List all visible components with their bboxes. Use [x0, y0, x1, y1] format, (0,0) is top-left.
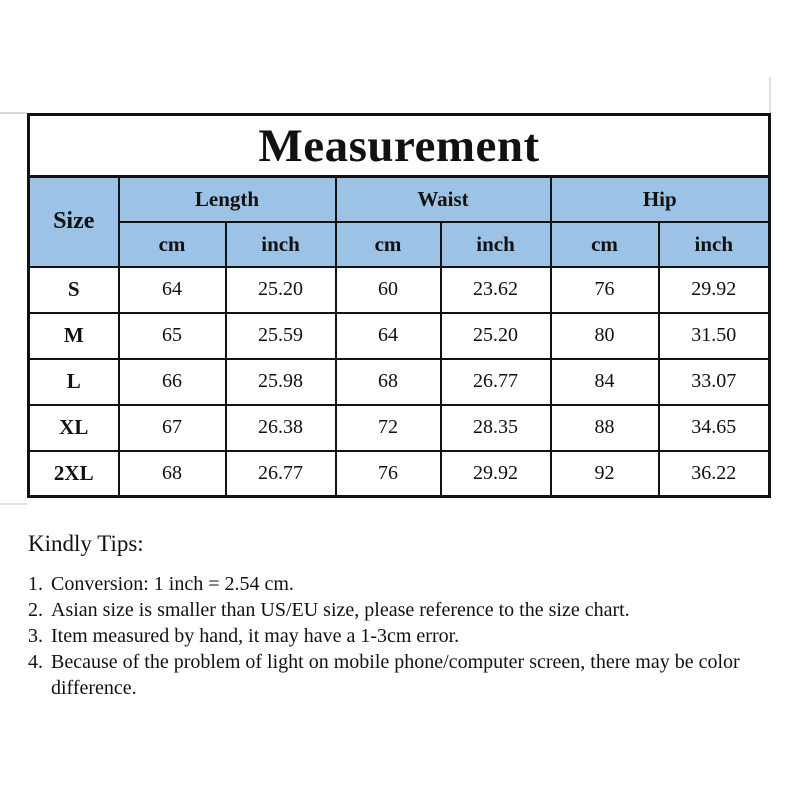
- table-row-l: [29, 359, 770, 405]
- kindly-tips-section: [28, 531, 752, 701]
- length-cm-value: 68: [119, 451, 226, 497]
- length-cm-value: 65: [119, 313, 226, 359]
- measurement-table: [27, 113, 768, 498]
- waist-cm-value: 68: [336, 359, 441, 405]
- header-waist-cm: cm: [336, 222, 441, 267]
- tip-text: Conversion: 1 inch = 2.54 cm.: [51, 573, 294, 595]
- waist-cm-value: 60: [336, 267, 441, 313]
- size-value: L: [29, 359, 119, 405]
- waist-inch-value: 25.20: [441, 313, 551, 359]
- header-length-cm: cm: [119, 222, 226, 267]
- waist-cm-value: 64: [336, 313, 441, 359]
- hip-cm-value: 80: [551, 313, 659, 359]
- hip-inch-value: 31.50: [659, 313, 770, 359]
- header-length: Length: [119, 177, 336, 222]
- length-cm-value: 64: [119, 267, 226, 313]
- waist-inch-value: 23.62: [441, 267, 551, 313]
- waist-inch-value: 26.77: [441, 359, 551, 405]
- table-row-xl: [29, 405, 770, 451]
- header-unit-row: [29, 222, 770, 267]
- tip-item-2: [28, 597, 752, 623]
- waist-inch-value: 28.35: [441, 405, 551, 451]
- length-inch-value: 25.98: [226, 359, 336, 405]
- tip-number: 1.: [28, 573, 43, 595]
- header-hip-cm: cm: [551, 222, 659, 267]
- header-waist: Waist: [336, 177, 551, 222]
- tip-text: Asian size is smaller than US/EU size, please reference to the size chart.: [51, 599, 630, 621]
- size-value: XL: [29, 405, 119, 451]
- table-row-m: [29, 313, 770, 359]
- header-length-inch: inch: [226, 222, 336, 267]
- tip-text: Item measured by hand, it may have a 1-3cm error.: [51, 625, 460, 647]
- length-inch-value: 25.59: [226, 313, 336, 359]
- scan-artifact-line: [769, 77, 771, 113]
- table-title-row: [29, 115, 770, 177]
- hip-cm-value: 84: [551, 359, 659, 405]
- hip-cm-value: 88: [551, 405, 659, 451]
- length-cm-value: 67: [119, 405, 226, 451]
- size-value: 2XL: [29, 451, 119, 497]
- tip-number: 4.: [28, 651, 43, 673]
- length-inch-value: 25.20: [226, 267, 336, 313]
- waist-inch-value: 29.92: [441, 451, 551, 497]
- hip-inch-value: 36.22: [659, 451, 770, 497]
- header-group-row: [29, 177, 770, 222]
- tip-item-1: [28, 571, 752, 597]
- hip-cm-value: 76: [551, 267, 659, 313]
- tips-heading: Kindly Tips:: [28, 531, 144, 556]
- length-inch-value: 26.77: [226, 451, 336, 497]
- header-waist-inch: inch: [441, 222, 551, 267]
- tip-item-4: [28, 649, 752, 701]
- size-value: S: [29, 267, 119, 313]
- tip-number: 2.: [28, 599, 43, 621]
- table-title: Measurement: [29, 115, 770, 177]
- scan-artifact-line: [0, 503, 27, 505]
- table-row-2xl: [29, 451, 770, 497]
- waist-cm-value: 76: [336, 451, 441, 497]
- size-value: M: [29, 313, 119, 359]
- hip-cm-value: 92: [551, 451, 659, 497]
- tip-item-3: [28, 623, 752, 649]
- header-size: Size: [29, 177, 119, 267]
- header-hip: Hip: [551, 177, 770, 222]
- hip-inch-value: 33.07: [659, 359, 770, 405]
- tip-text: Because of the problem of light on mobile phone/computer screen, there may be color difference.: [51, 651, 740, 699]
- waist-cm-value: 72: [336, 405, 441, 451]
- length-inch-value: 26.38: [226, 405, 336, 451]
- hip-inch-value: 34.65: [659, 405, 770, 451]
- scan-artifact-line: [0, 112, 27, 114]
- header-hip-inch: inch: [659, 222, 770, 267]
- hip-inch-value: 29.92: [659, 267, 770, 313]
- tip-number: 3.: [28, 625, 43, 647]
- table-row-s: [29, 267, 770, 313]
- length-cm-value: 66: [119, 359, 226, 405]
